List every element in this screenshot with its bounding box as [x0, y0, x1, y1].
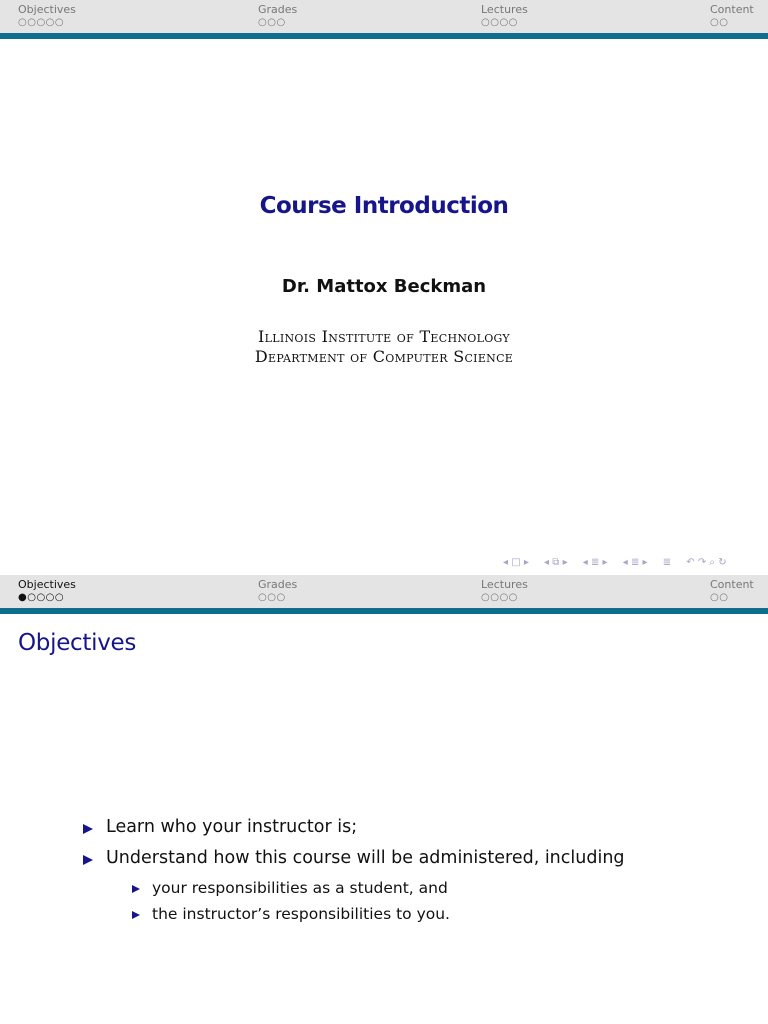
subsubsection-nav-icon[interactable]: ◂ ≣ ▸ — [622, 557, 648, 568]
navigation-symbols — [503, 556, 731, 570]
nav-section-content[interactable] — [710, 3, 754, 29]
sub-list-item: your responsibilities as a student, and — [152, 879, 448, 897]
frame-title: Objectives — [18, 630, 137, 656]
nav-section-label[interactable]: Objectives — [18, 3, 76, 16]
nav-section-dots[interactable]: ○○ — [710, 17, 729, 28]
triangle-bullet-icon — [83, 855, 93, 865]
search-back-forward-icon[interactable]: ↶ ↷ ⌕ ↻ — [686, 557, 727, 568]
subsection-nav-icon[interactable]: ◂ ⧉ ▸ — [544, 557, 568, 568]
objectives-list — [0, 575, 768, 1024]
nav-section-dots[interactable]: ○○○○○ — [18, 17, 65, 28]
triangle-bullet-icon — [132, 911, 140, 919]
nav-section-label[interactable]: Content — [710, 3, 754, 16]
section-nav-icon[interactable]: ◂ ≣ ▸ — [582, 557, 608, 568]
nav-section-dots[interactable]: ○○○ — [258, 17, 286, 28]
nav-section-label[interactable]: Objectives — [18, 578, 76, 591]
nav-section-dots[interactable]: ○○○ — [258, 592, 286, 603]
nav-section-lectures[interactable] — [481, 3, 528, 29]
triangle-bullet-icon — [132, 885, 140, 893]
author-name: Dr. Mattox Beckman — [281, 276, 487, 297]
nav-section-label[interactable]: Grades — [258, 3, 298, 16]
navigation-bar — [0, 0, 768, 33]
nav-section-label[interactable]: Grades — [258, 578, 298, 591]
frame-nav-icon[interactable]: ◂ □ ▸ — [503, 557, 529, 568]
list-item: Understand how this course will be administered, including — [106, 848, 625, 868]
slide-title: Course Introduction — [259, 193, 509, 219]
nav-section-label[interactable]: Content — [710, 578, 754, 591]
sub-list-item: the instructor’s responsibilities to you. — [152, 905, 450, 923]
nav-section-objectives[interactable] — [18, 3, 76, 29]
objectives-slide — [0, 575, 768, 1024]
navigation-rule — [0, 33, 768, 39]
nav-section-dots[interactable]: ○○ — [710, 592, 729, 603]
toc-icon[interactable]: ≣ — [662, 557, 672, 568]
institute-line: Illinois Institute of Technology — [258, 327, 510, 346]
department-line: Department of Computer Science — [254, 347, 514, 366]
nav-section-grades[interactable] — [258, 3, 297, 29]
list-item: Learn who your instructor is; — [106, 817, 358, 837]
triangle-bullet-icon — [83, 824, 93, 834]
nav-section-label[interactable]: Lectures — [481, 578, 528, 591]
nav-section-dots[interactable]: ○○○○ — [481, 592, 518, 603]
nav-section-label[interactable]: Lectures — [481, 3, 528, 16]
nav-section-dots[interactable]: ○○○○ — [481, 17, 518, 28]
nav-section-dots[interactable]: ●○○○○ — [18, 592, 65, 603]
